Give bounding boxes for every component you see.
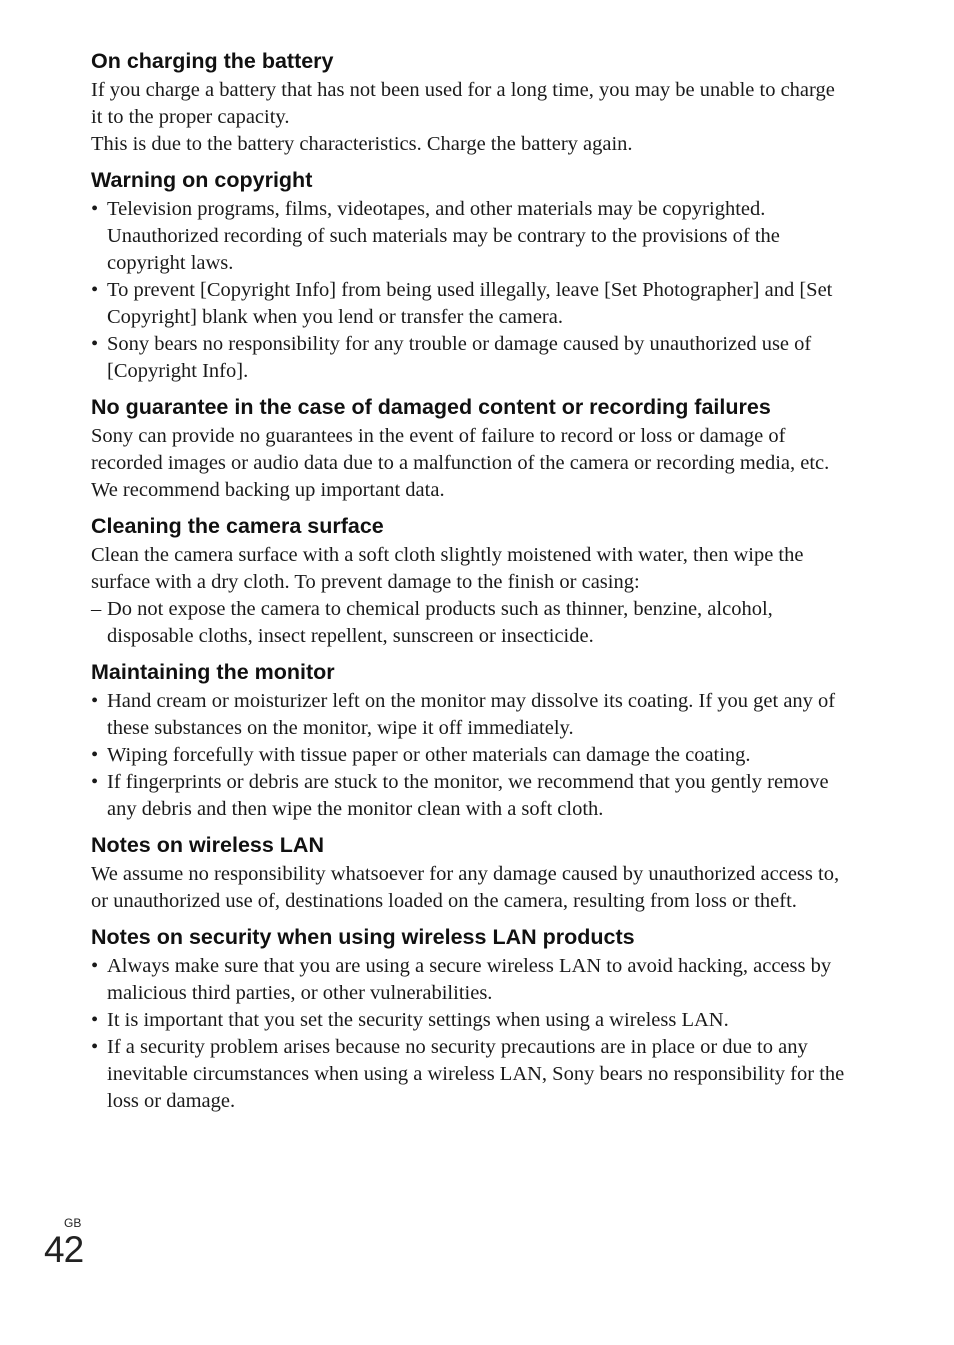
list-item: [91, 769, 851, 823]
list-item-text: Always make sure that you are using a secure wireless LAN to avoid hacking, access by malicious third parties, or other vulnerabilities.: [107, 955, 832, 1004]
list-item: [91, 1007, 851, 1034]
section-heading: Maintaining the monitor: [91, 660, 335, 684]
list-item: [91, 1034, 851, 1115]
section-wireless-security: [91, 924, 851, 1115]
bullet-list: [91, 953, 851, 1115]
section-heading: On charging the battery: [91, 49, 334, 73]
section-heading: Cleaning the camera surface: [91, 514, 384, 538]
bullet-marker: •: [91, 198, 99, 220]
bullet-marker: •: [91, 333, 99, 355]
document-body: [91, 48, 851, 1124]
section-charging-battery: [91, 48, 851, 158]
paragraph: Clean the camera surface with a soft cloth slightly moistened with water, then wipe the surface with a dry cloth. To prevent damage to the finish or casing:: [91, 544, 804, 593]
page-number: 42: [44, 1229, 84, 1270]
list-item-text: Do not expose the camera to chemical products such as thinner, benzine, alcohol, disposable cloths, insect repellent, sunscreen or insecticide.: [107, 598, 773, 647]
list-item: [91, 742, 851, 769]
bullet-marker: •: [91, 1036, 99, 1058]
list-item-text: Television programs, films, videotapes, and other materials may be copyrighted. Unauthorized recording of such materials may be contrary to the provisions of the copyright laws.: [107, 198, 780, 274]
region-code: GB: [64, 1216, 82, 1230]
section-maintaining-monitor: [91, 659, 851, 823]
bullet-marker: •: [91, 279, 99, 301]
list-item: [91, 196, 851, 277]
section-heading: Warning on copyright: [91, 168, 313, 192]
dash-list: [91, 596, 851, 650]
section-cleaning-surface: [91, 513, 851, 650]
list-item-text: Wiping forcefully with tissue paper or other materials can damage the coating.: [107, 744, 751, 766]
list-item: [91, 331, 851, 385]
dash-marker: –: [91, 598, 102, 620]
list-item: [91, 953, 851, 1007]
paragraph: We assume no responsibility whatsoever for any damage caused by unauthorized access to, or unauthorized use of, destinations loaded on the camera, resulting from loss or theft.: [91, 863, 840, 912]
section-heading: Notes on wireless LAN: [91, 833, 324, 857]
list-item-text: To prevent [Copyright Info] from being used illegally, leave [Set Photographer] and [Set Copyright] blank when you lend or transfer the camera.: [107, 279, 833, 328]
bullet-list: [91, 196, 851, 385]
bullet-marker: •: [91, 955, 99, 977]
section-wireless-lan: [91, 832, 851, 915]
list-item: [91, 277, 851, 331]
paragraph: This is due to the battery characteristics. Charge the battery again.: [91, 133, 633, 155]
section-heading: Notes on security when using wireless LAN products: [91, 925, 635, 949]
section-warning-copyright: [91, 167, 851, 385]
paragraph: Sony can provide no guarantees in the event of failure to record or loss or damage of recorded images or audio data due to a malfunction of the camera or recording media, etc. We recommend backing up important data.: [91, 425, 830, 501]
paragraph: If you charge a battery that has not been used for a long time, you may be unable to charge it to the proper capacity.: [91, 79, 835, 128]
list-item: [91, 596, 851, 650]
bullet-marker: •: [91, 771, 99, 793]
list-item-text: Hand cream or moisturizer left on the monitor may dissolve its coating. If you get any of these substances on the monitor, wipe it off immediately.: [107, 690, 836, 739]
bullet-list: [91, 688, 851, 823]
list-item-text: Sony bears no responsibility for any trouble or damage caused by unauthorized use of [Copyright Info].: [107, 333, 812, 382]
page-footer: [44, 1216, 83, 1270]
list-item: [91, 688, 851, 742]
section-heading: No guarantee in the case of damaged content or recording failures: [91, 395, 771, 419]
section-no-guarantee: [91, 394, 851, 504]
bullet-marker: •: [91, 1009, 99, 1031]
bullet-marker: •: [91, 690, 99, 712]
list-item-text: If a security problem arises because no security precautions are in place or due to any inevitable circumstances when using a wireless LAN, Sony bears no responsibility for the loss or damage.: [107, 1036, 845, 1112]
list-item-text: If fingerprints or debris are stuck to the monitor, we recommend that you gently remove any debris and then wipe the monitor clean with a soft cloth.: [107, 771, 829, 820]
list-item-text: It is important that you set the security settings when using a wireless LAN.: [107, 1009, 729, 1031]
bullet-marker: •: [91, 744, 99, 766]
